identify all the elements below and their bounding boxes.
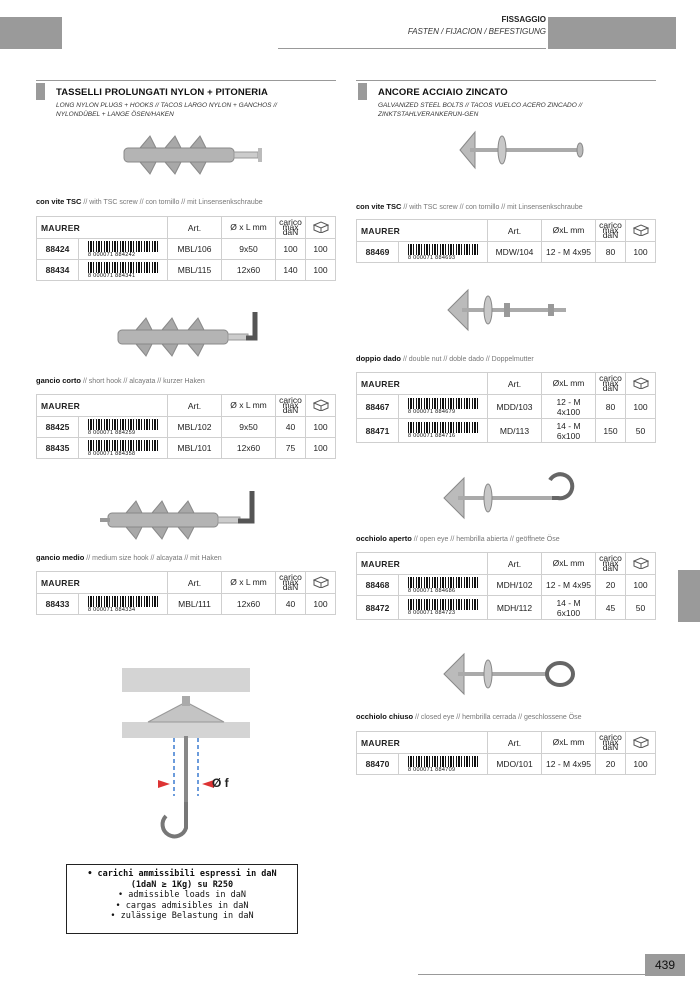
product-image-bolt-double-nut bbox=[440, 288, 570, 332]
load-header: carico max daN bbox=[596, 373, 626, 395]
package-icon bbox=[626, 220, 656, 242]
right-section-title: ANCORE ACCIAIO ZINCATO bbox=[378, 87, 508, 98]
dimension-header: ØxL mm bbox=[542, 220, 596, 242]
package-icon bbox=[306, 395, 336, 417]
dimension-header: ØxL mm bbox=[542, 553, 596, 575]
left-section-rule bbox=[36, 80, 336, 81]
dimension-value: 14 - M 6x100 bbox=[542, 419, 596, 443]
load-note-box bbox=[66, 864, 298, 934]
article-number: MDO/101 bbox=[488, 754, 542, 775]
art-header: Art. bbox=[168, 572, 222, 594]
caption-right-4-bold: occhiolo chiuso bbox=[356, 712, 414, 721]
load-header: carico max daN bbox=[276, 572, 306, 594]
footer-rule bbox=[418, 974, 654, 975]
dimension-value: 12 - M 4x95 bbox=[542, 242, 596, 263]
article-number: MBL/111 bbox=[168, 594, 222, 615]
left-section-title: TASSELLI PROLUNGATI NYLON + PITONERIA bbox=[56, 87, 268, 98]
barcode-number: 8 000071 884686 bbox=[408, 587, 456, 594]
barcode-number: 8 000071 884693 bbox=[408, 254, 456, 261]
package-qty: 50 bbox=[626, 419, 656, 443]
barcode-bars bbox=[88, 419, 158, 430]
load-header: carico max daN bbox=[276, 217, 306, 239]
dimension-value: 12x60 bbox=[222, 260, 276, 281]
brand-logo: MAURER bbox=[357, 373, 488, 395]
note-line-4: • cargas admisibles in daN bbox=[115, 900, 249, 911]
package-icon bbox=[626, 553, 656, 575]
installation-diagram bbox=[120, 666, 260, 846]
load-value: 20 bbox=[596, 754, 626, 775]
package-qty: 100 bbox=[626, 754, 656, 775]
table-row bbox=[37, 594, 336, 615]
package-icon bbox=[626, 732, 656, 754]
barcode bbox=[79, 438, 168, 459]
package-qty: 100 bbox=[626, 395, 656, 419]
caption-right-1-rest: // with TSC screw // con tornillo // mit Linsensenkschraube bbox=[401, 204, 583, 211]
load-value: 140 bbox=[276, 260, 306, 281]
barcode bbox=[399, 419, 488, 443]
barcode-bars bbox=[408, 577, 478, 588]
table-row bbox=[357, 242, 656, 263]
note-line-2: (1daN ≥ 1Kg) su R250 bbox=[130, 879, 234, 890]
dimension-value: 14 - M 6x100 bbox=[542, 596, 596, 620]
left-section-marker bbox=[36, 83, 45, 100]
article-number: MDH/112 bbox=[488, 596, 542, 620]
brand-logo: MAURER bbox=[37, 572, 168, 594]
header-title: FISSAGGIO bbox=[501, 15, 546, 24]
product-table-left-2 bbox=[36, 394, 336, 459]
article-number: MBL/102 bbox=[168, 417, 222, 438]
barcode bbox=[79, 417, 168, 438]
note-line-1: • carichi ammissibili espressi in daN bbox=[87, 869, 277, 879]
barcode-number: 8 000071 884716 bbox=[408, 433, 456, 439]
barcode bbox=[399, 596, 488, 620]
left-section-subtitle: LONG NYLON PLUGS + HOOKS // TACOS LARGO NYLON + GANCHOS // NYLONDÜBEL + LANGE ÖSEN/HAKEN bbox=[56, 102, 277, 118]
dimension-header: ØxL mm bbox=[542, 732, 596, 754]
table-row bbox=[37, 260, 336, 281]
table-row bbox=[357, 395, 656, 419]
art-header: Art. bbox=[488, 553, 542, 575]
load-value: 150 bbox=[596, 419, 626, 443]
dimension-value: 12 - M 4x100 bbox=[542, 395, 596, 419]
article-number: MBL/106 bbox=[168, 239, 222, 260]
load-header: carico max daN bbox=[596, 220, 626, 242]
product-code: 88470 bbox=[357, 754, 399, 775]
barcode bbox=[79, 239, 168, 260]
barcode-number: 8 000071 884341 bbox=[88, 272, 136, 279]
package-qty: 100 bbox=[306, 239, 336, 260]
load-value: 40 bbox=[276, 594, 306, 615]
brand-logo: MAURER bbox=[37, 217, 168, 239]
barcode-number: 8 000071 884358 bbox=[88, 450, 136, 457]
dimension-value: 12x60 bbox=[222, 594, 276, 615]
header-bar-right bbox=[548, 17, 676, 49]
barcode-bars bbox=[408, 756, 478, 767]
barcode bbox=[79, 260, 168, 281]
article-number: MD/113 bbox=[488, 419, 542, 443]
barcode bbox=[399, 242, 488, 263]
barcode bbox=[399, 575, 488, 596]
product-table-left-3 bbox=[36, 571, 336, 615]
caption-right-1-bold: con vite TSC bbox=[356, 202, 402, 211]
caption-left-2-rest: // short hook // alcayata // kurzer Haken bbox=[81, 378, 205, 385]
barcode-bars bbox=[88, 440, 158, 451]
brand-logo: MAURER bbox=[357, 220, 488, 242]
caption-right-3-rest: // open eye // hembrilla abierta // geöffnete Öse bbox=[411, 536, 560, 543]
product-image-plug-short-hook bbox=[110, 308, 270, 358]
product-code: 88424 bbox=[37, 239, 79, 260]
barcode-bars bbox=[408, 244, 478, 255]
caption-left-2-bold: gancio corto bbox=[36, 376, 82, 385]
caption-left-1-bold: con vite TSC bbox=[36, 197, 82, 206]
caption-right-2 bbox=[356, 354, 534, 363]
barcode-number: 8 000071 884259 bbox=[88, 429, 136, 436]
article-number: MBL/115 bbox=[168, 260, 222, 281]
load-header: carico max daN bbox=[596, 732, 626, 754]
dimension-header: Ø x L mm bbox=[222, 217, 276, 239]
barcode-number: 8 000071 884334 bbox=[88, 606, 136, 613]
product-code: 88467 bbox=[357, 395, 399, 419]
dimension-value: 9x50 bbox=[222, 239, 276, 260]
table-row bbox=[37, 239, 336, 260]
load-value: 20 bbox=[596, 575, 626, 596]
barcode-bars bbox=[88, 241, 158, 252]
barcode-number: 8 000071 884242 bbox=[88, 251, 136, 258]
dimension-header: Ø x L mm bbox=[222, 572, 276, 594]
table-row bbox=[37, 438, 336, 459]
package-icon bbox=[306, 217, 336, 239]
product-image-bolt-open-eye bbox=[438, 472, 578, 522]
product-image-bolt-screw bbox=[440, 128, 590, 172]
note-line-3: • admissible loads in daN bbox=[118, 890, 246, 900]
dimension-value: 12 - M 4x95 bbox=[542, 754, 596, 775]
package-icon bbox=[626, 373, 656, 395]
note-line-5: • zulässige Belastung in daN bbox=[110, 911, 254, 921]
caption-left-2 bbox=[36, 376, 205, 385]
product-table-right-3 bbox=[356, 552, 656, 620]
side-tab bbox=[678, 570, 700, 622]
barcode-number: 8 000071 884679 bbox=[408, 409, 456, 415]
caption-left-1-rest: // with TSC screw // con tornillo // mit Linsensenkschraube bbox=[81, 199, 263, 206]
caption-left-3 bbox=[36, 553, 222, 562]
header-bar-left bbox=[0, 17, 62, 49]
table-row bbox=[357, 575, 656, 596]
load-value: 100 bbox=[276, 239, 306, 260]
dimension-header: Ø x L mm bbox=[222, 395, 276, 417]
barcode-number: 8 000071 884723 bbox=[408, 610, 456, 616]
brand-logo: MAURER bbox=[357, 732, 488, 754]
article-number: MDW/104 bbox=[488, 242, 542, 263]
table-row bbox=[357, 419, 656, 443]
product-table-right-4 bbox=[356, 731, 656, 775]
product-table-right-1 bbox=[356, 219, 656, 263]
diameter-label: Ø f bbox=[212, 776, 229, 790]
product-code: 88433 bbox=[37, 594, 79, 615]
load-value: 40 bbox=[276, 417, 306, 438]
barcode-bars bbox=[408, 398, 478, 409]
art-header: Art. bbox=[168, 217, 222, 239]
product-table-left-1 bbox=[36, 216, 336, 281]
product-code: 88425 bbox=[37, 417, 79, 438]
caption-right-4 bbox=[356, 712, 582, 721]
product-table-right-2 bbox=[356, 372, 656, 443]
caption-right-4-rest: // closed eye // hembrilla cerrada // geschlossene Öse bbox=[413, 714, 582, 721]
caption-right-3 bbox=[356, 534, 560, 543]
product-image-bolt-closed-eye bbox=[438, 650, 578, 700]
dimension-value: 12 - M 4x95 bbox=[542, 575, 596, 596]
package-qty: 100 bbox=[306, 594, 336, 615]
product-image-plug-screw bbox=[110, 132, 270, 178]
page-number: 439 bbox=[645, 954, 685, 976]
article-number: MDD/103 bbox=[488, 395, 542, 419]
caption-right-2-rest: // double nut // doble dado // Doppelmutter bbox=[401, 356, 534, 363]
brand-logo: MAURER bbox=[37, 395, 168, 417]
package-qty: 100 bbox=[626, 575, 656, 596]
load-header: carico max daN bbox=[596, 553, 626, 575]
package-icon bbox=[306, 572, 336, 594]
caption-right-2-bold: doppio dado bbox=[356, 354, 401, 363]
barcode bbox=[399, 395, 488, 419]
art-header: Art. bbox=[488, 373, 542, 395]
product-code: 88469 bbox=[357, 242, 399, 263]
barcode bbox=[79, 594, 168, 615]
package-qty: 100 bbox=[306, 260, 336, 281]
product-image-plug-medium-hook bbox=[100, 485, 270, 545]
caption-left-1 bbox=[36, 197, 263, 206]
package-qty: 100 bbox=[306, 438, 336, 459]
package-qty: 100 bbox=[306, 417, 336, 438]
caption-right-1 bbox=[356, 202, 583, 211]
dimension-value: 12x60 bbox=[222, 438, 276, 459]
table-row bbox=[357, 596, 656, 620]
barcode-bars bbox=[408, 599, 478, 610]
right-section-subtitle: GALVANIZED STEEL BOLTS // TACOS VUELCO ACERO ZINCADO // ZINKTSTAHLVERANKERUN-GEN bbox=[378, 102, 583, 118]
load-header: carico max daN bbox=[276, 395, 306, 417]
right-section-rule bbox=[356, 80, 656, 81]
caption-right-3-bold: occhiolo aperto bbox=[356, 534, 412, 543]
load-value: 45 bbox=[596, 596, 626, 620]
art-header: Art. bbox=[488, 220, 542, 242]
barcode-number: 8 000071 884709 bbox=[408, 766, 456, 773]
art-header: Art. bbox=[488, 732, 542, 754]
load-value: 75 bbox=[276, 438, 306, 459]
barcode-bars bbox=[88, 596, 158, 607]
dimension-header: ØxL mm bbox=[542, 373, 596, 395]
right-section-marker bbox=[358, 83, 367, 100]
load-value: 80 bbox=[596, 242, 626, 263]
product-code: 88468 bbox=[357, 575, 399, 596]
caption-left-3-rest: // medium size hook // alcayata // mit Haken bbox=[84, 555, 222, 562]
barcode bbox=[399, 754, 488, 775]
brand-logo: MAURER bbox=[357, 553, 488, 575]
article-number: MDH/102 bbox=[488, 575, 542, 596]
header-rule bbox=[278, 48, 546, 49]
caption-left-3-bold: gancio medio bbox=[36, 553, 85, 562]
article-number: MBL/101 bbox=[168, 438, 222, 459]
product-code: 88471 bbox=[357, 419, 399, 443]
package-qty: 100 bbox=[626, 242, 656, 263]
barcode-bars bbox=[408, 422, 478, 433]
table-row bbox=[37, 417, 336, 438]
product-code: 88434 bbox=[37, 260, 79, 281]
table-row bbox=[357, 754, 656, 775]
product-code: 88435 bbox=[37, 438, 79, 459]
load-value: 80 bbox=[596, 395, 626, 419]
barcode-bars bbox=[88, 262, 158, 273]
art-header: Art. bbox=[168, 395, 222, 417]
header-subtitle: FASTEN / FIJACION / BEFESTIGUNG bbox=[407, 27, 546, 36]
package-qty: 50 bbox=[626, 596, 656, 620]
product-code: 88472 bbox=[357, 596, 399, 620]
dimension-value: 9x50 bbox=[222, 417, 276, 438]
